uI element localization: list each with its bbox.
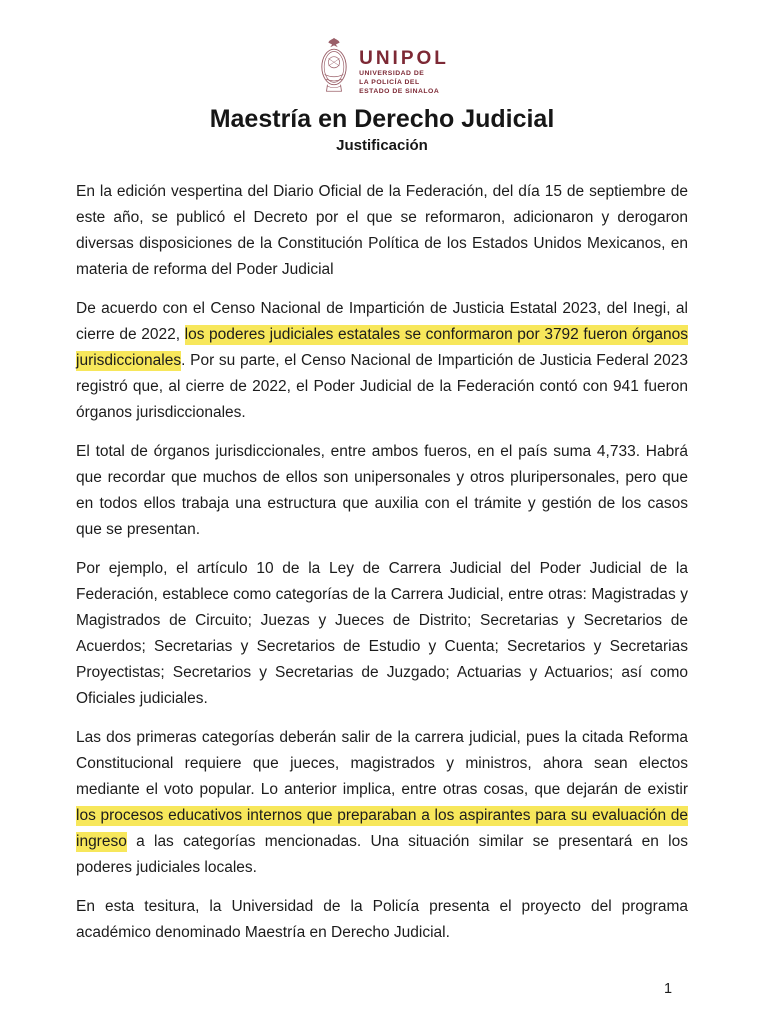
body-text: . Por su parte, el Censo Nacional de Impartición de Justicia Federal 2023 registró que, al cierre de 2022, el Poder Judicial de la Federación contó con 941 fueron órganos jurisdiccionales. bbox=[76, 352, 688, 421]
logo-text-block bbox=[359, 49, 449, 96]
paragraph bbox=[76, 439, 688, 543]
body-text: Las dos primeras categorías deberán salir de la carrera judicial, pues la citada Reforma Constitucional requiere que jueces, magistrados y ministros, ahora sean electos mediante el voto popular. Lo anterior implica, entre otras cosas, que dejarán de existir bbox=[76, 729, 688, 798]
body-text: Por ejemplo, el artículo 10 de la Ley de Carrera Judicial del Poder Judicial de la Federación, establece como categorías de la Carrera Judicial, entre otras: Magistradas y Magistrados de Circuito; Juezas y Jueces de Distrito; Secretarias y Secretarios de Acuerdos; Secretarias y Secretarios de Estudio y Cuenta; Secretarios y Secretarias Proyectistas; Secretarios y Secretarias de Juzgado; Actuarias y Actuarios; así como Oficiales judiciales. bbox=[76, 560, 688, 707]
paragraph bbox=[76, 725, 688, 881]
paragraph bbox=[76, 894, 688, 946]
body-text: De acuerdo con el Censo Nacional de Impartición de Justicia Estatal 2023, del Inegi, al cierre de 2022, bbox=[76, 300, 688, 343]
logo-name-line-2: LA POLICÍA DEL bbox=[359, 79, 420, 86]
paragraph bbox=[76, 296, 688, 426]
logo-name-line-3: ESTADO DE SINALOA bbox=[359, 88, 440, 95]
body-text: El total de órganos jurisdiccionales, entre ambos fueros, en el país suma 4,733. Habrá que recordar que muchos de ellos son unipersonales y otros pluripersonales, pero que en todos ellos trabaja una estructura que auxilia con el trámite y gestión de los casos que se presentan. bbox=[76, 443, 688, 538]
body-text: En la edición vespertina del Diario Oficial de la Federación, del día 15 de septiembre de este año, se publicó el Decreto por el que se reformaron, adicionaron y derogaron diversas disposiciones de la Constitución Política de los Estados Unidos Mexicanos, en materia de reforma del Poder Judicial bbox=[76, 183, 688, 278]
highlighted-text: los procesos educativos internos que preparaban a los aspirantes para su evaluación de ingreso bbox=[76, 807, 688, 850]
unipol-logo bbox=[0, 0, 764, 96]
document-title: Maestría en Derecho Judicial bbox=[209, 105, 555, 133]
unipol-crest-icon bbox=[315, 37, 353, 95]
body-text: En esta tesitura, la Universidad de la Policía presenta el proyecto del programa académico denominado Maestría en Derecho Judicial. bbox=[76, 898, 688, 941]
logo-acronym: UNIPOL bbox=[359, 48, 449, 69]
page-number: 1 bbox=[664, 981, 673, 997]
paragraph bbox=[76, 556, 688, 712]
highlighted-text: los poderes judiciales estatales se conformaron por 3792 fueron órganos jurisdiccionales bbox=[76, 326, 688, 369]
body-text: a las categorías mencionadas. Una situación similar se presentará en los poderes judiciales locales. bbox=[76, 833, 688, 876]
paragraph bbox=[76, 179, 688, 283]
logo-name-line-1: UNIVERSIDAD DE bbox=[359, 70, 425, 77]
document-subtitle: Justificación bbox=[336, 137, 428, 154]
document-body bbox=[76, 179, 688, 946]
